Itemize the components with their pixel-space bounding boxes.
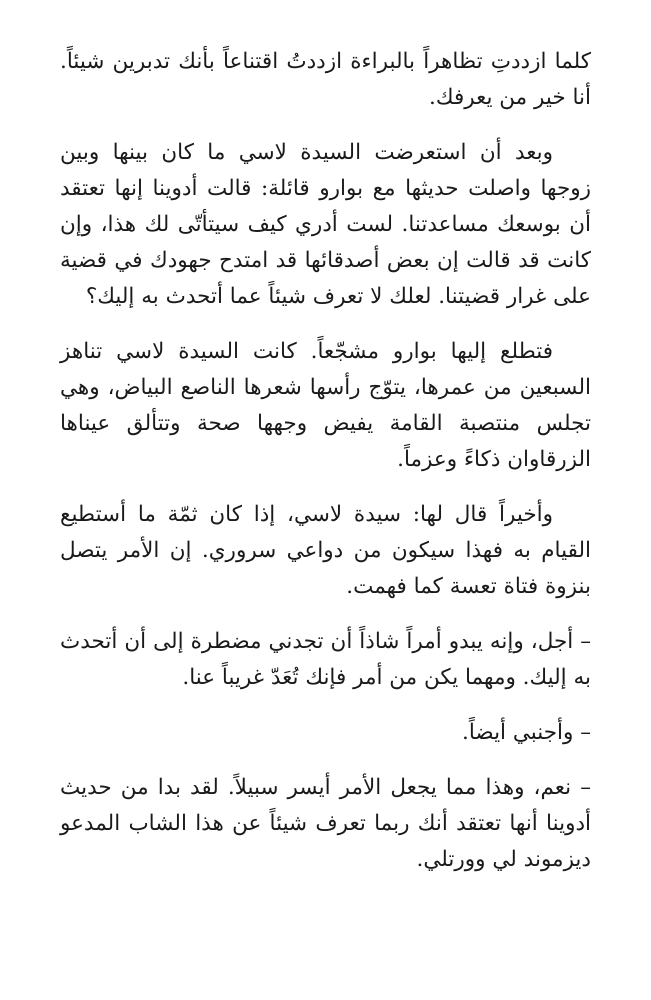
dialogue-line-1: – أجل، وإنه يبدو أمراً شاذاً أن تجدني مضطرة إلى أن أتحدث به إليك. ومهما يكن من أمر فإنك تُعَدّ غريباً عنا. <box>60 629 591 690</box>
paragraph-4: وأخيراً قال لها: سيدة لاسي، إذا كان ثمّة ما أستطيع القيام به فهذا سيكون من دواعي سروري. إن الأمر يتصل بنزوة فتاة تعسة كما فهمت. <box>60 502 591 599</box>
book-page <box>60 44 591 878</box>
paragraph-3: فتطلع إليها بوارو مشجّعاً. كانت السيدة لاسي تناهز السبعين من عمرها، يتوّج رأسها شعرها الناصع البياض، وهي تجلس منتصبة القامة يفيض وجهها صحة وتتألق عيناها الزرقاوان ذكاءً وعزماً. <box>60 339 591 472</box>
dialogue-line-2: – وأجنبي أيضاً. <box>462 720 591 745</box>
dialogue-line-3: – نعم، وهذا مما يجعل الأمر أيسر سبيلاً. لقد بدا من حديث أدوينا أنها تعتقد أنك ربما تعرف شيئاً عن هذا الشاب المدعو ديزموند لي وورتلي. <box>60 775 591 872</box>
paragraph-1: كلما ازددتِ تظاهراً بالبراءة ازددتُ اقتناعاً بأنك تدبرين شيئاً. أنا خير من يعرفك. <box>60 49 591 110</box>
paragraph-2: وبعد أن استعرضت السيدة لاسي ما كان بينها وبين زوجها واصلت حديثها مع بوارو قائلة: قالت أدوينا إنها تعتقد أن بوسعك مساعدتنا. لست أدري كيف سيتأتّى لك هذا، وإن كانت قد قالت إن بعض أصدقائها قد امتدح جهودك في قضية على غرار قضيتنا. لعلك لا تعرف شيئاً عما أتحدث به إليك؟ <box>60 140 591 309</box>
